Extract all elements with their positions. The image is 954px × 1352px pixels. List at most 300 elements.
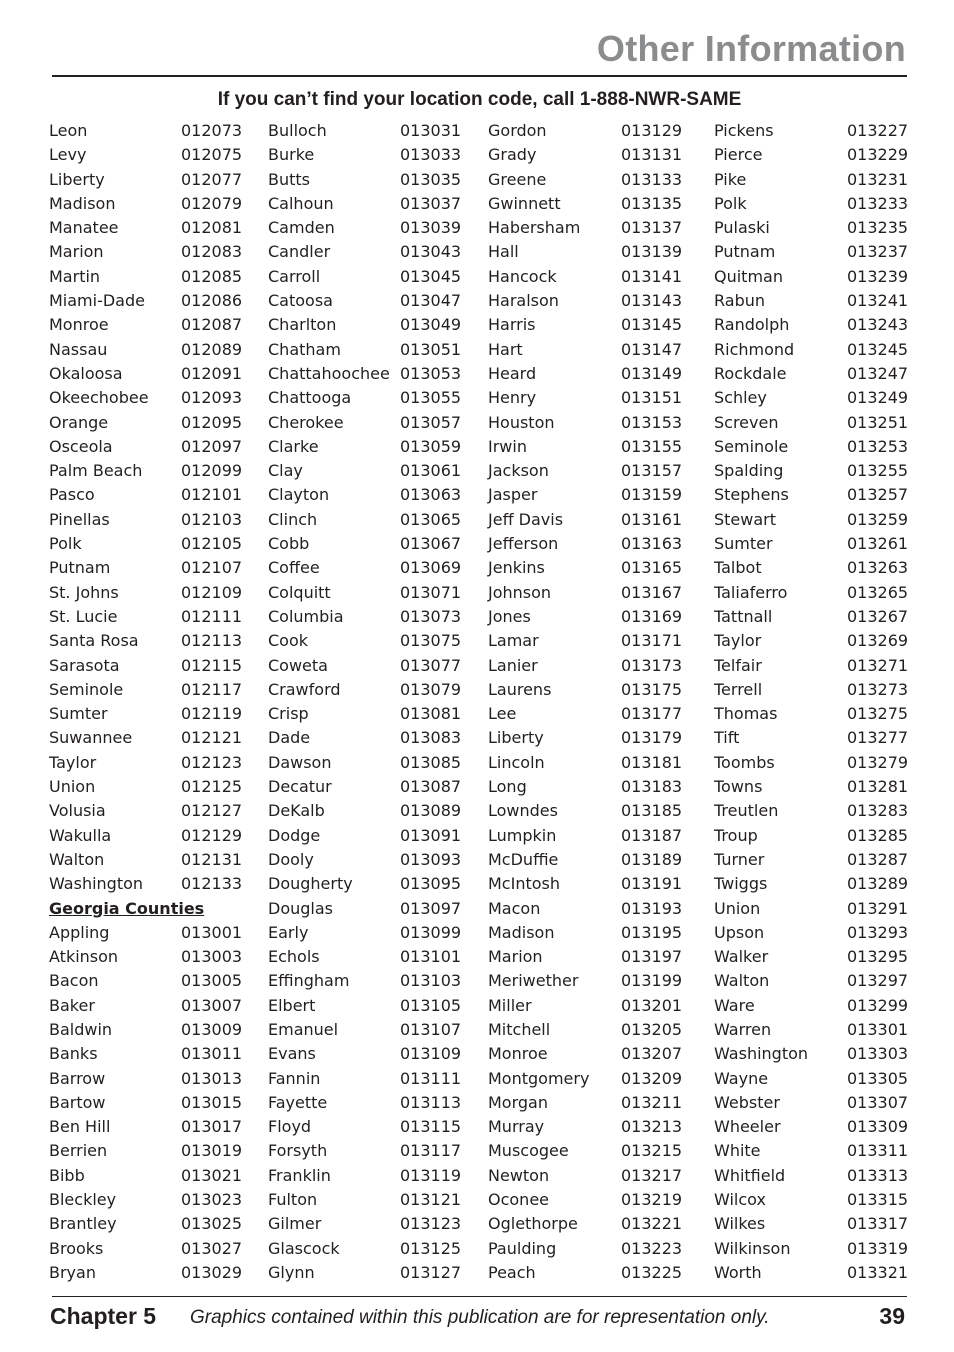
county-name: Schley [714, 388, 767, 408]
county-row [488, 751, 683, 775]
county-name: Bartow [49, 1092, 106, 1112]
county-row [268, 289, 462, 313]
county-row [488, 1237, 683, 1261]
county-row [268, 556, 462, 580]
location-code: 013261 [847, 534, 909, 554]
location-code: 013065 [400, 509, 462, 529]
county-name: Long [488, 777, 527, 797]
county-name: Pierce [714, 145, 763, 165]
location-code: 013227 [847, 121, 909, 140]
county-name: Volusia [49, 801, 106, 821]
county-row [49, 1018, 243, 1042]
county-name: Whitfield [714, 1165, 786, 1185]
county-name: Webster [714, 1092, 780, 1112]
county-name: Putnam [714, 242, 776, 262]
county-row [488, 726, 683, 750]
county-name: Bacon [49, 971, 99, 991]
location-code: 013029 [181, 1262, 243, 1282]
county-name: Macon [488, 898, 541, 918]
header-rule [52, 75, 907, 77]
location-code: 013141 [621, 266, 683, 286]
county-row [268, 435, 462, 459]
county-row [488, 629, 683, 653]
county-name: Dougherty [268, 874, 353, 894]
county-row [268, 605, 462, 629]
location-code: 013187 [621, 825, 683, 845]
location-code: 013233 [847, 193, 909, 213]
county-name: Douglas [268, 898, 333, 918]
county-name: Montgomery [488, 1068, 590, 1088]
location-code: 013115 [400, 1117, 462, 1137]
county-name: DeKalb [268, 801, 325, 821]
location-code: 012085 [181, 266, 243, 286]
county-row [714, 726, 909, 750]
county-row [268, 386, 462, 410]
county-row [714, 338, 909, 362]
county-name: Paulding [488, 1238, 557, 1258]
county-name: Terrell [714, 679, 763, 699]
county-name: Gwinnett [488, 193, 561, 213]
county-name: Evans [268, 1044, 316, 1064]
location-code: 013221 [621, 1214, 683, 1234]
county-row [49, 435, 243, 459]
county-name: Early [268, 922, 309, 942]
location-code: 013307 [847, 1092, 909, 1112]
county-name: Quitman [714, 266, 783, 286]
county-row [488, 872, 683, 896]
location-code: 013001 [181, 922, 243, 942]
location-code: 013259 [847, 509, 909, 529]
county-name: Hancock [488, 266, 557, 286]
county-row [268, 483, 462, 507]
location-code: 013103 [400, 971, 462, 991]
county-name: Carroll [268, 266, 321, 286]
county-row [268, 945, 462, 969]
county-name: Clinch [268, 509, 318, 529]
county-name: Banks [49, 1044, 98, 1064]
location-code: 012129 [181, 825, 243, 845]
county-row [488, 483, 683, 507]
county-row [268, 726, 462, 750]
location-code: 013047 [400, 291, 462, 311]
county-column-2 [268, 119, 462, 1285]
county-row [488, 897, 683, 921]
location-code: 012119 [181, 704, 243, 724]
county-name: Wheeler [714, 1117, 781, 1137]
location-code: 013003 [181, 947, 243, 967]
county-row [49, 168, 243, 192]
location-code: 013171 [621, 631, 683, 651]
location-code: 013149 [621, 363, 683, 383]
county-name: Lamar [488, 631, 539, 651]
location-code: 013127 [400, 1262, 462, 1282]
county-row [488, 1091, 683, 1115]
county-row [714, 848, 909, 872]
county-name: Irwin [488, 436, 527, 456]
location-code: 013245 [847, 339, 909, 359]
location-code: 013265 [847, 582, 909, 602]
county-name: St. Johns [49, 582, 119, 602]
location-code: 013299 [847, 995, 909, 1015]
county-name: Coweta [268, 655, 328, 675]
county-row [714, 556, 909, 580]
county-name: Pike [714, 169, 747, 189]
county-row [488, 386, 683, 410]
county-row [488, 969, 683, 993]
county-name: Osceola [49, 436, 113, 456]
county-name: Sumter [49, 704, 108, 724]
county-name: Seminole [714, 436, 789, 456]
location-code: 013077 [400, 655, 462, 675]
county-row [268, 338, 462, 362]
location-code: 013181 [621, 752, 683, 772]
county-row [49, 751, 243, 775]
county-row [49, 1164, 243, 1188]
location-code: 013033 [400, 145, 462, 165]
section-heading: Georgia Counties [49, 898, 205, 918]
location-code: 013231 [847, 169, 909, 189]
location-code: 013087 [400, 777, 462, 797]
county-name: Mitchell [488, 1019, 551, 1039]
county-row [714, 1139, 909, 1163]
county-name: Brooks [49, 1238, 104, 1258]
location-code: 013023 [181, 1190, 243, 1210]
location-code: 012107 [181, 558, 243, 578]
county-row [268, 143, 462, 167]
county-row [488, 1115, 683, 1139]
county-row [714, 168, 909, 192]
county-row [268, 897, 462, 921]
county-name: Houston [488, 412, 555, 432]
county-row [488, 192, 683, 216]
location-code: 013133 [621, 169, 683, 189]
location-code: 013061 [400, 461, 462, 481]
county-row [49, 532, 243, 556]
county-name: Butts [268, 169, 310, 189]
county-row [714, 143, 909, 167]
county-name: Stephens [714, 485, 789, 505]
location-code: 013111 [400, 1068, 462, 1088]
location-code: 013157 [621, 461, 683, 481]
location-code: 013223 [621, 1238, 683, 1258]
county-name: Colquitt [268, 582, 331, 602]
county-name: Polk [714, 193, 747, 213]
county-row [49, 581, 243, 605]
location-code: 012093 [181, 388, 243, 408]
county-name: Barrow [49, 1068, 106, 1088]
county-name: Decatur [268, 777, 332, 797]
location-code: 013049 [400, 315, 462, 335]
county-name: Turner [714, 849, 765, 869]
location-code: 013045 [400, 266, 462, 286]
county-name: Clay [268, 461, 303, 481]
county-name: Okeechobee [49, 388, 149, 408]
county-row [714, 216, 909, 240]
county-name: Walton [714, 971, 770, 991]
county-name: Morgan [488, 1092, 548, 1112]
location-code: 013303 [847, 1044, 909, 1064]
county-name: Orange [49, 412, 109, 432]
county-name: Burke [268, 145, 315, 165]
county-row [488, 994, 683, 1018]
county-row [488, 289, 683, 313]
county-name: Fulton [268, 1190, 318, 1210]
location-code: 012117 [181, 679, 243, 699]
county-row [488, 216, 683, 240]
county-row [714, 240, 909, 264]
location-code: 013311 [847, 1141, 909, 1161]
location-code: 013267 [847, 606, 909, 626]
county-name: Coffee [268, 558, 320, 578]
location-code: 013275 [847, 704, 909, 724]
county-row [268, 1018, 462, 1042]
location-code: 012075 [181, 145, 243, 165]
county-row [49, 1237, 243, 1261]
county-name: Chattooga [268, 388, 352, 408]
county-row [49, 411, 243, 435]
location-code: 013075 [400, 631, 462, 651]
location-code: 013269 [847, 631, 909, 651]
county-name: Henry [488, 388, 537, 408]
county-name: Lincoln [488, 752, 545, 772]
location-code: 013287 [847, 849, 909, 869]
county-row [488, 1018, 683, 1042]
location-code: 013213 [621, 1117, 683, 1137]
county-row [268, 848, 462, 872]
location-code: 013153 [621, 412, 683, 432]
location-code: 012097 [181, 436, 243, 456]
location-code: 013085 [400, 752, 462, 772]
county-row [268, 799, 462, 823]
location-code: 013195 [621, 922, 683, 942]
county-row [49, 1042, 243, 1066]
location-code: 013139 [621, 242, 683, 262]
county-row [49, 1067, 243, 1091]
county-name: Forsyth [268, 1141, 328, 1161]
chapter-label: Chapter 5 [50, 1303, 157, 1329]
county-name: Chattahoochee [268, 363, 390, 383]
county-row [714, 119, 909, 143]
county-row [714, 1067, 909, 1091]
county-row [714, 605, 909, 629]
location-code: 013025 [181, 1214, 243, 1234]
county-name: Catoosa [268, 291, 333, 311]
location-code: 013155 [621, 436, 683, 456]
location-code: 013239 [847, 266, 909, 286]
county-row [49, 824, 243, 848]
county-row [49, 386, 243, 410]
location-code: 013073 [400, 606, 462, 626]
county-row [488, 532, 683, 556]
location-code: 012121 [181, 728, 243, 748]
footer-rule [52, 1296, 907, 1297]
county-row [268, 775, 462, 799]
location-code: 013189 [621, 849, 683, 869]
county-row [488, 824, 683, 848]
county-name: Putnam [49, 558, 111, 578]
location-code: 012131 [181, 849, 243, 869]
location-code: 013193 [621, 898, 683, 918]
county-name: Towns [714, 777, 763, 797]
county-row [268, 1091, 462, 1115]
location-code: 013035 [400, 169, 462, 189]
county-row [714, 1115, 909, 1139]
location-code: 013277 [847, 728, 909, 748]
county-name: Columbia [268, 606, 344, 626]
location-code: 013211 [621, 1092, 683, 1112]
county-row [49, 775, 243, 799]
county-name: Jeff Davis [488, 509, 564, 529]
county-name: Wakulla [49, 825, 112, 845]
county-name: Gordon [488, 121, 547, 140]
county-row [714, 1091, 909, 1115]
location-code: 013097 [400, 898, 462, 918]
county-name: Bleckley [49, 1190, 117, 1210]
location-code: 013031 [400, 121, 462, 140]
county-row [49, 1212, 243, 1236]
location-code: 013309 [847, 1117, 909, 1137]
county-name: Toombs [714, 752, 775, 772]
county-name: Liberty [49, 169, 105, 189]
location-code: 013015 [181, 1092, 243, 1112]
location-code: 013175 [621, 679, 683, 699]
location-code: 012101 [181, 485, 243, 505]
location-code: 013249 [847, 388, 909, 408]
location-code: 012077 [181, 169, 243, 189]
county-row [49, 678, 243, 702]
county-name: Monroe [49, 315, 109, 335]
county-name: St. Lucie [49, 606, 118, 626]
location-code: 013007 [181, 995, 243, 1015]
county-row [714, 313, 909, 337]
county-name: Cobb [268, 534, 310, 554]
county-name: Hart [488, 339, 523, 359]
county-row [49, 1139, 243, 1163]
county-row [714, 897, 909, 921]
county-name: Candler [268, 242, 331, 262]
location-code: 012089 [181, 339, 243, 359]
county-name: Elbert [268, 995, 316, 1015]
county-row [714, 1164, 909, 1188]
location-code: 013147 [621, 339, 683, 359]
county-name: Walton [49, 849, 105, 869]
county-name: Calhoun [268, 193, 334, 213]
county-row [268, 168, 462, 192]
county-row [49, 1091, 243, 1115]
county-row [488, 1067, 683, 1091]
county-row [268, 1237, 462, 1261]
county-name: Haralson [488, 291, 559, 311]
county-name: Crisp [268, 704, 309, 724]
county-name: Tattnall [714, 606, 773, 626]
county-row [714, 654, 909, 678]
county-name: Nassau [49, 339, 108, 359]
county-row [488, 362, 683, 386]
county-row [488, 678, 683, 702]
county-row [714, 994, 909, 1018]
county-column-3 [488, 119, 683, 1285]
location-code: 013313 [847, 1165, 909, 1185]
county-name: Murray [488, 1117, 545, 1137]
county-row [488, 1261, 683, 1285]
county-row [714, 508, 909, 532]
county-name: Union [714, 898, 761, 918]
county-row [714, 265, 909, 289]
location-code: 012109 [181, 582, 243, 602]
page-number: 39 [879, 1303, 905, 1329]
county-row [268, 1212, 462, 1236]
county-row [49, 313, 243, 337]
county-row [49, 265, 243, 289]
location-code: 013027 [181, 1238, 243, 1258]
county-row [268, 969, 462, 993]
footer-note: Graphics contained within this publication are for representation only. [190, 1307, 770, 1328]
county-name: Martin [49, 266, 101, 286]
county-name: Screven [714, 412, 779, 432]
location-code: 012081 [181, 218, 243, 238]
location-code: 013183 [621, 777, 683, 797]
county-row [49, 289, 243, 313]
county-name: Lowndes [488, 801, 558, 821]
location-code: 013273 [847, 679, 909, 699]
county-name: Dawson [268, 752, 332, 772]
county-name: Berrien [49, 1141, 108, 1161]
location-code: 013209 [621, 1068, 683, 1088]
location-code: 013083 [400, 728, 462, 748]
location-code: 013143 [621, 291, 683, 311]
county-name: Pickens [714, 121, 774, 140]
county-name: Talbot [714, 558, 762, 578]
location-code: 013199 [621, 971, 683, 991]
county-row [714, 702, 909, 726]
county-row [714, 799, 909, 823]
county-name: Cherokee [268, 412, 344, 432]
location-code: 013093 [400, 849, 462, 869]
location-code: 012115 [181, 655, 243, 675]
location-code: 013091 [400, 825, 462, 845]
location-code: 013253 [847, 436, 909, 456]
county-name: Wilcox [714, 1190, 766, 1210]
county-name: Sumter [714, 534, 773, 554]
county-row [49, 143, 243, 167]
location-code: 012073 [181, 121, 243, 140]
location-code: 013161 [621, 509, 683, 529]
county-row [49, 1188, 243, 1212]
county-row [49, 726, 243, 750]
county-row [268, 581, 462, 605]
location-code: 013107 [400, 1019, 462, 1039]
county-row [49, 605, 243, 629]
county-row [268, 1261, 462, 1285]
location-code: 013319 [847, 1238, 909, 1258]
county-row [488, 556, 683, 580]
location-code: 012083 [181, 242, 243, 262]
county-row [49, 799, 243, 823]
county-row [714, 872, 909, 896]
county-row [488, 265, 683, 289]
county-row [268, 532, 462, 556]
county-name: Echols [268, 947, 320, 967]
county-name: Monroe [488, 1044, 548, 1064]
county-name: Palm Beach [49, 461, 143, 481]
county-name: Glynn [268, 1262, 315, 1282]
location-code: 013113 [400, 1092, 462, 1112]
county-row [714, 581, 909, 605]
county-name: Emanuel [268, 1019, 339, 1039]
location-code: 012095 [181, 412, 243, 432]
county-name: Worth [714, 1262, 762, 1282]
location-code: 013063 [400, 485, 462, 505]
